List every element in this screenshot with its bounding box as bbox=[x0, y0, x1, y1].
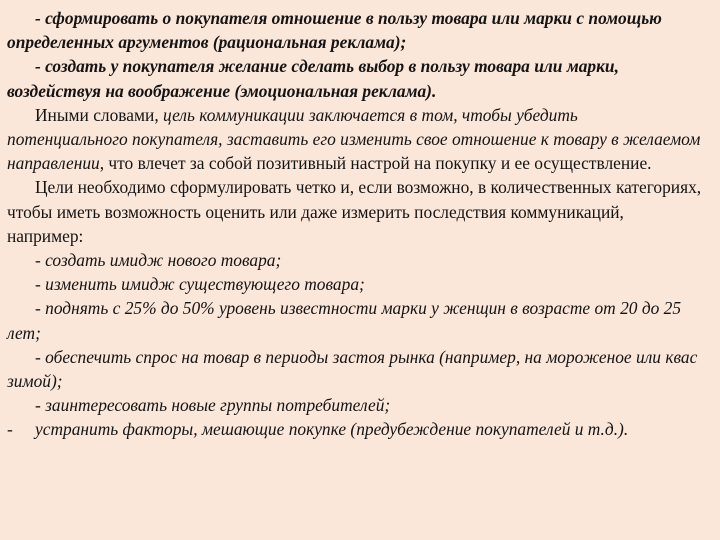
example-item: - создать имидж нового товара; bbox=[35, 250, 282, 271]
summary-lead: Иными словами, bbox=[35, 104, 164, 125]
example-item: - изменить имидж существующего товара; bbox=[35, 274, 365, 295]
goal-rational: - сформировать о покупателя отношение в пользу товара или марки с помощью определенных аргументов (рациональная реклама); bbox=[7, 8, 662, 53]
bullet-item-text: устранить факторы, мешающие покупке (предубеждение покупателей и т.д.). bbox=[35, 419, 629, 440]
summary-tail: , что влечет за собой позитивный настрой на покупку и ее осуществление. bbox=[99, 153, 652, 174]
bullet-list-item bbox=[7, 417, 702, 441]
goal-emotional: - создать у покупателя желание сделать выбор в пользу товара или марки, воздействуя на воображение (эмоциональная реклама). bbox=[7, 56, 619, 101]
bullet-dash: - bbox=[7, 419, 13, 440]
example-item: - обеспечить спрос на товар в периоды застоя рынка (например, на мороженое или квас зимой); bbox=[7, 346, 698, 392]
example-item: - заинтересовать новые группы потребителей; bbox=[35, 395, 391, 416]
summary-italic: цель коммуникации заключается в том, чтобы убедить потенциального покупателя, заставить его изменить свое отношение к товару в желаемом направлении bbox=[7, 104, 701, 174]
criteria-paragraph: Цели необходимо сформулировать четко и, если возможно, в количественных категориях, чтобы иметь возможность оценить или даже измерить последствия коммуникаций, например: bbox=[7, 177, 702, 246]
example-item: - поднять с 25% до 50% уровень известности марки у женщин в возрасте от 20 до 25 лет; bbox=[7, 298, 682, 343]
summary-paragraph bbox=[7, 103, 702, 176]
